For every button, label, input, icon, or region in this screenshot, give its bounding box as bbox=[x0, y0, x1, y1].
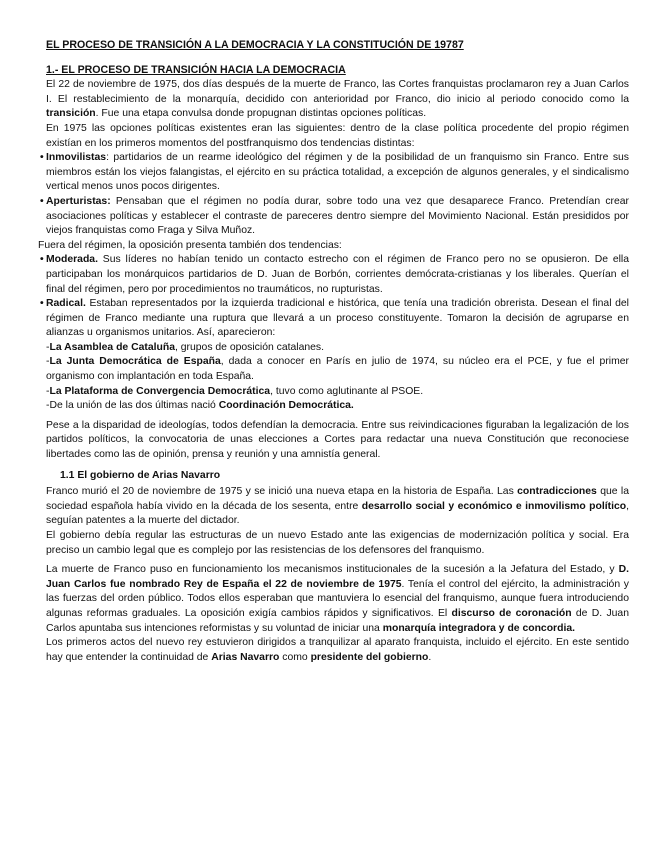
section-heading-1-1: 1.1 El gobierno de Arias Navarro bbox=[60, 469, 221, 481]
section-heading-1: 1.- EL PROCESO DE TRANSICIÓN HACIA LA DEMOCRACIA bbox=[46, 63, 346, 76]
list-item-asamblea: -La Asamblea de Cataluña, grupos de oposición catalanes. bbox=[46, 341, 324, 353]
list-item-coordinacion: -De la unión de las dos últimas nació Coordinación Democrática. bbox=[46, 400, 354, 412]
paragraph-options-1975: En 1975 las opciones políticas existentes eran las siguientes: dentro de la clase política procedente del propio régimen existían en los primeros momentos del postfranquismo dos tendencias distintas: bbox=[46, 122, 629, 149]
bullet-radical: • Radical. Estaban representados por la izquierda tradicional e histórica, que tenía una tradición obrerista. Desean el final del régimen de Franco mediante una ruptura que llevará a un proceso constituyente. Tomaron la decisión de agruparse en alianzas u organismos unitarios. Así, aparecieron: bbox=[40, 298, 629, 339]
list-item-junta: -La Junta Democrática de España, dada a conocer en París en julio de 1974, su núcleo era el PCE, y fue el primer organismo con implantación en toda España. bbox=[46, 356, 629, 383]
paragraph-franco-death: Franco murió el 20 de noviembre de 1975 y se inició una nueva etapa en la historia de España. Las contradicciones que la sociedad española había vivido en la década de los sesenta, entre desarrollo social y económico e inmovilismo político, seguían patentes a la muerte del dictador. bbox=[46, 486, 629, 527]
document-title: EL PROCESO DE TRANSICIÓN A LA DEMOCRACIA Y LA CONSTITUCIÓN DE 19787 bbox=[46, 39, 464, 51]
bullet-moderada: • Moderada. Sus líderes no habían tenido un contacto estrecho con el régimen de Franco pero no se opusieron. De ella participaban los monárquicos partidarios de D. Juan de Borbón, corrientes demócrata-cristianas y los liberales. Querían el final del régimen, pero por procedimientos no traumáticos, no rupturistas. bbox=[40, 254, 629, 295]
list-item-plataforma: -La Plataforma de Convergencia Democrática, tuvo como aglutinante al PSOE. bbox=[46, 385, 424, 397]
bullet-aperturistas: • Aperturistas: Pensaban que el régimen no podía durar, sobre todo una vez que desaparece Franco. Pretendían crear asociaciones políticas y establecer el contraste de pareceres dentro siempre del Movimiento Nacional. Están presididos por viejos franquistas como Fraga y Silva Muñoz. bbox=[40, 195, 629, 237]
bullet-inmovilistas: • Inmovilistas: partidarios de un rearme ideológico del régimen y de la posibilidad de un franquismo sin Franco. Entre sus miembros están los viejos falangistas, el ejército en su práctica totalidad, a excepción de algunos generales, y el sindicalismo vertical menos unos pocos dirigentes. bbox=[40, 152, 629, 193]
paragraph-transition: El 22 de noviembre de 1975, dos días después de la muerte de Franco, las Cortes franquistas proclamaron rey a Juan Carlos I. El restablecimiento de la monarquía, decidido con anterioridad por Franco, dio inicio al periodo conocido como la transición. Fue una etapa convulsa donde propugnan distintas opciones políticas. bbox=[46, 79, 629, 120]
paragraph-opposition: Fuera del régimen, la oposición presenta también dos tendencias: bbox=[38, 239, 342, 251]
paragraph-first-acts: Los primeros actos del nuevo rey estuvieron dirigidos a tranquilizar al aparato franquista, incluido el ejército. En este sentido hay que entender la continuidad de Arias Navarro como presidente del gobierno. bbox=[46, 637, 629, 663]
paragraph-succession: La muerte de Franco puso en funcionamiento los mecanismos institucionales de la sucesión a la Jefatura del Estado, y D. Juan Carlos fue nombrado Rey de España el 22 de noviembre de 1975. Tenía el control del ejército, la administración y las fuerzas del orden público. Todos ellos esperaban que mantuviera lo esencial del franquismo, aunque fuera introduciendo algunas reformas graduales. La oposición exigía cambios rápidos y significativos. El discurso de coronación de D. Juan Carlos apuntaba sus intenciones reformistas y su voluntad de iniciar una monarquía integradora y de concordia. bbox=[46, 564, 629, 634]
paragraph-democracy-demands: Pese a la disparidad de ideologías, todos defendían la democracia. Entre sus reivindicaciones figuraban la legalización de los partidos políticos, la convocatoria de unas elecciones a Cortes para redactar una nueva Constitución que reconociese libertades como las de opinión, prensa y reunión y una amnistía general. bbox=[46, 419, 629, 461]
paragraph-new-state: El gobierno debía regular las estructuras de un nuevo Estado ante las exigencias de modernización política y social. Era preciso un cambio legal que es complejo por las resistencias de los defensores del franquismo. bbox=[46, 530, 629, 556]
